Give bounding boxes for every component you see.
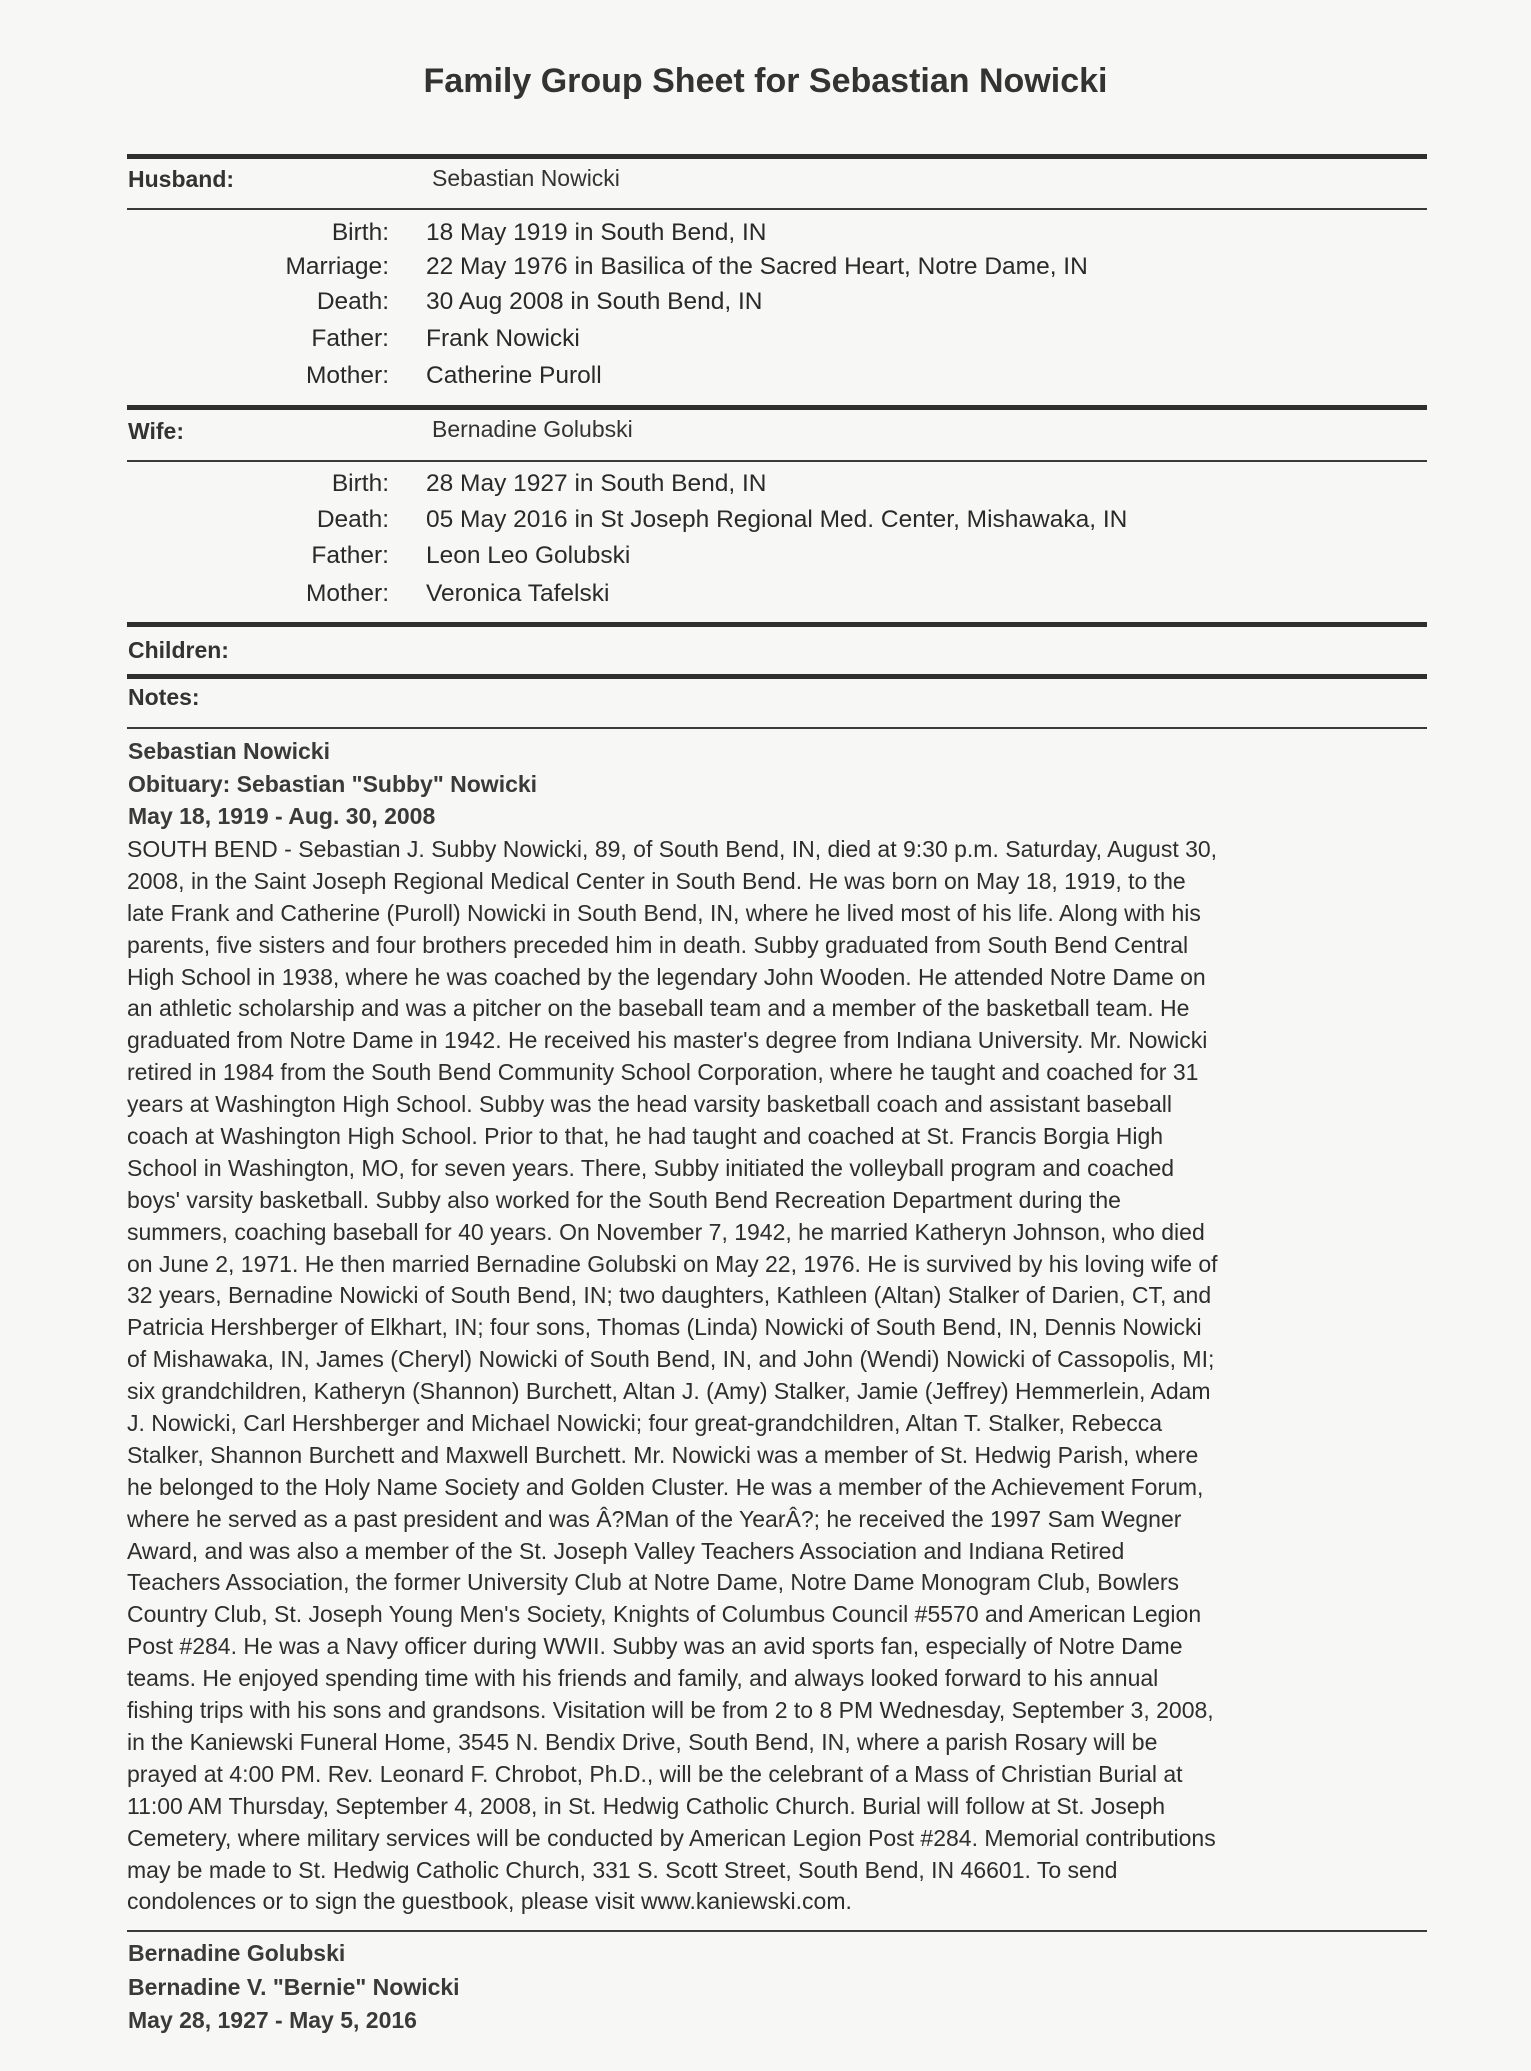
obituary-line: 11:00 AM Thursday, September 4, 2008, in St. Hedwig Catholic Church. Burial will follow at St. Joseph	[127, 1792, 1166, 1819]
fact-label: Birth:	[331, 219, 389, 246]
notes-label: Notes:	[128, 684, 200, 710]
wife-death-row	[0, 506, 1531, 540]
obituary-dates: May 18, 1919 - Aug. 30, 2008	[128, 803, 436, 829]
obituary-line: where he served as a past president and was Â?Man of the YearÂ?; he received the 1997 Sam Wegner	[127, 1505, 1182, 1532]
obituary-line: Country Club, St. Joseph Young Men's Society, Knights of Columbus Council #5570 and American Legion	[127, 1601, 1202, 1628]
obituary-line: boys' varsity basketball. Subby also worked for the South Bend Recreation Department during the	[127, 1186, 1121, 1213]
husband-death-row	[0, 288, 1531, 322]
obituary-line: graduated from Notre Dame in 1942. He received his master's degree from Indiana University. Mr. Nowicki	[127, 1027, 1208, 1054]
section-divider	[127, 405, 1427, 410]
obituary-line: Post #284. He was a Navy officer during WWII. Subby was an avid sports fan, especially of Notre Dame	[127, 1633, 1183, 1660]
obituary-line: School in Washington, MO, for seven years. There, Subby initiated the volleyball program and coached	[127, 1154, 1175, 1181]
obituary-line: Award, and was also a member of the St. Joseph Valley Teachers Association and Indiana Retired	[127, 1537, 1125, 1564]
obituary-text	[127, 834, 1427, 1918]
obituary-line: teams. He enjoyed spending time with his friends and family, and always looked forward to his annual	[127, 1665, 1159, 1692]
note-person-name: Sebastian Nowicki	[128, 738, 330, 764]
fact-value: Catherine Puroll	[426, 362, 602, 389]
fact-label: Death:	[316, 288, 389, 315]
obituary-line: 2008, in the Saint Joseph Regional Medical Center in South Bend. He was born on May 18, 1919, to the	[127, 867, 1186, 894]
husband-mother-row	[0, 362, 1531, 396]
wife-birth-row	[0, 470, 1531, 504]
fact-label: Father:	[311, 542, 389, 569]
obituary-line: in the Kaniewski Funeral Home, 3545 N. Bendix Drive, South Bend, IN, where a parish Rosary will be	[127, 1728, 1158, 1755]
note-person-name: Bernadine Golubski	[128, 1940, 346, 1966]
obituary-line: on June 2, 1971. He then married Bernadine Golubski on May 22, 1976. He is survived by his loving wife of	[127, 1250, 1218, 1277]
obituary-dates: May 28, 1927 - May 5, 2016	[128, 2007, 417, 2033]
divider	[127, 208, 1427, 210]
husband-father-row	[0, 325, 1531, 359]
obituary-line: prayed at 4:00 PM. Rev. Leonard F. Chrobot, Ph.D., will be the celebrant of a Mass of Christian Burial at	[127, 1760, 1183, 1787]
fact-label: Death:	[316, 506, 389, 533]
wife-name: Bernadine Golubski	[432, 416, 633, 442]
husband-name: Sebastian Nowicki	[432, 165, 620, 191]
obituary-line: fishing trips with his sons and grandsons. Visitation will be from 2 to 8 PM Wednesday, September 3, 2008,	[127, 1697, 1214, 1724]
fact-label: Mother:	[305, 580, 389, 607]
wife-father-row	[0, 542, 1531, 576]
fact-value: 22 May 1976 in Basilica of the Sacred Heart, Notre Dame, IN	[426, 253, 1088, 280]
obituary-heading: Bernadine V. "Bernie" Nowicki	[128, 1974, 460, 2000]
husband-birth-row	[0, 219, 1531, 253]
section-divider	[127, 622, 1427, 627]
obituary-line: Patricia Hershberger of Elkhart, IN; four sons, Thomas (Linda) Nowicki of South Bend, IN, Dennis Nowicki	[127, 1314, 1202, 1341]
section-divider	[127, 674, 1427, 679]
divider	[127, 727, 1427, 729]
wife-label: Wife:	[128, 418, 185, 444]
wife-mother-row	[0, 580, 1531, 614]
fact-value: Frank Nowicki	[426, 325, 580, 352]
obituary-line: condolences or to sign the guestbook, please visit www.kaniewski.com.	[127, 1888, 852, 1915]
obituary-line: 32 years, Bernadine Nowicki of South Bend, IN; two daughters, Kathleen (Altan) Stalker of Darien, CT, and	[127, 1282, 1212, 1309]
divider	[127, 1930, 1427, 1932]
fact-value: 05 May 2016 in St Joseph Regional Med. Center, Mishawaka, IN	[426, 506, 1128, 533]
fact-value: 18 May 1919 in South Bend, IN	[426, 219, 767, 246]
obituary-line: J. Nowicki, Carl Hershberger and Michael Nowicki; four great-grandchildren, Altan T. Stalker, Rebecca	[127, 1410, 1163, 1437]
obituary-line: Stalker, Shannon Burchett and Maxwell Burchett. Mr. Nowicki was a member of St. Hedwig Parish, where	[127, 1441, 1199, 1468]
fact-value: Veronica Tafelski	[426, 580, 610, 607]
children-label: Children:	[128, 637, 229, 663]
obituary-line: years at Washington High School. Subby was the head varsity basketball coach and assistant baseball	[127, 1091, 1172, 1118]
fact-label: Father:	[311, 325, 389, 352]
divider	[127, 460, 1427, 462]
obituary-line: coach at Washington High School. Prior to that, he had taught and coached at St. Francis Borgia High	[127, 1123, 1164, 1150]
section-divider	[127, 154, 1427, 159]
obituary-line: of Mishawaka, IN, James (Cheryl) Nowicki of South Bend, IN, and John (Wendi) Nowicki of Cassopolis, MI;	[127, 1346, 1215, 1373]
obituary-heading: Obituary: Sebastian "Subby" Nowicki	[128, 771, 538, 797]
page-title: Family Group Sheet for Sebastian Nowicki	[423, 62, 1108, 100]
husband-label: Husband:	[128, 166, 235, 192]
obituary-line: he belonged to the Holy Name Society and Golden Cluster. He was a member of the Achievement Forum,	[127, 1473, 1204, 1500]
obituary-line: an athletic scholarship and was a pitcher on the baseball team and a member of the basketball team. He	[127, 995, 1190, 1022]
obituary-line: Cemetery, where military services will be conducted by American Legion Post #284. Memorial contributions	[127, 1824, 1216, 1851]
obituary-line: summers, coaching baseball for 40 years. On November 7, 1942, he married Katheryn Johnson, who died	[127, 1218, 1205, 1245]
fact-value: 30 Aug 2008 in South Bend, IN	[426, 288, 763, 315]
fact-label: Birth:	[331, 470, 389, 497]
obituary-line: retired in 1984 from the South Bend Community School Corporation, where he taught and coached for 31	[127, 1059, 1199, 1086]
fact-label: Mother:	[305, 362, 389, 389]
obituary-line: six grandchildren, Katheryn (Shannon) Burchett, Altan J. (Amy) Stalker, Jamie (Jeffrey) Hemmerlein, Adam	[127, 1378, 1211, 1405]
obituary-line: High School in 1938, where he was coached by the legendary John Wooden. He attended Notre Dame on	[127, 963, 1206, 990]
obituary-line: SOUTH BEND - Sebastian J. Subby Nowicki, 89, of South Bend, IN, died at 9:30 p.m. Saturday, August 30,	[127, 836, 1218, 862]
fact-label: Marriage:	[285, 253, 389, 280]
fact-value: 28 May 1927 in South Bend, IN	[426, 470, 767, 497]
obituary-line: late Frank and Catherine (Puroll) Nowicki in South Bend, IN, where he lived most of his life. Along with his	[127, 899, 1201, 926]
obituary-line: Teachers Association, the former University Club at Notre Dame, Notre Dame Monogram Club, Bowlers	[127, 1569, 1180, 1596]
fact-value: Leon Leo Golubski	[426, 542, 631, 569]
husband-marriage-row	[0, 253, 1531, 287]
obituary-line: may be made to St. Hedwig Catholic Church, 331 S. Scott Street, South Bend, IN 46601. To send	[127, 1856, 1118, 1883]
obituary-line: parents, five sisters and four brothers preceded him in death. Subby graduated from South Bend Central	[127, 931, 1189, 958]
